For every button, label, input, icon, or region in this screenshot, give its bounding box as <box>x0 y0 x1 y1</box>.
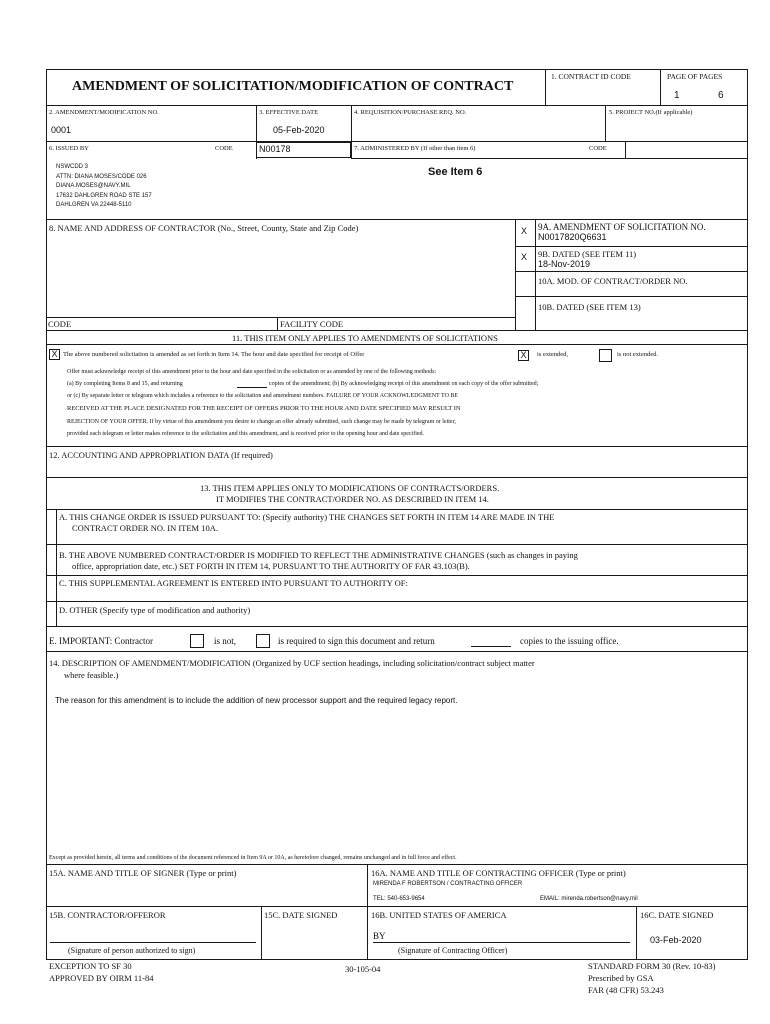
far-reference: FAR (48 CFR) 53.243 <box>588 985 664 995</box>
item9b-checkmark[interactable]: X <box>521 252 528 262</box>
contracting-officer-name: MIRENDA F ROBERTSON / CONTRACTING OFFICER <box>373 881 523 887</box>
item9a-value: N0017820Q6631 <box>538 232 607 242</box>
item13-heading: 13. THIS ITEM APPLIES ONLY TO MODIFICATIONS OF CONTRACTS/ORDERS. <box>200 483 500 493</box>
checkbox-mark: X <box>51 349 58 359</box>
approved-text: APPROVED BY OIRM 11-84 <box>49 973 154 983</box>
exception-text: EXCEPTION TO SF 30 <box>49 961 132 971</box>
contracting-officer-tel: TEL: 540-653-9654 <box>373 896 425 902</box>
item10b-label: 10B. DATED (SEE ITEM 13) <box>538 302 641 312</box>
item9a-label: 9A. AMENDMENT OF SOLICITATION NO. <box>538 222 706 232</box>
amendment-no-label: 2. AMENDMENT/MODIFICATION NO. <box>49 109 159 116</box>
signer-name-label: 15A. NAME AND TITLE OF SIGNER (Type or print) <box>49 868 237 878</box>
officer-signature-caption: (Signature of Contracting Officer) <box>398 946 508 955</box>
copies-count-blank[interactable] <box>471 646 511 647</box>
issuer-line: ATTN: DIANA MOSES/CODE 026 <box>56 173 147 180</box>
contract-id-code-label: 1. CONTRACT ID CODE <box>551 72 631 81</box>
item11-para-line: Offer must acknowledge receipt of this amendment prior to the hour and date specified in the solicitation or as amended by one of the following methods: <box>67 369 437 375</box>
item9b-label: 9B. DATED (SEE ITEM 11) <box>538 249 637 259</box>
contractor-date-signed-label: 15C. DATE SIGNED <box>264 910 338 920</box>
is-extended-label: is extended, <box>537 351 569 358</box>
is-not-extended-checkbox[interactable] <box>599 349 612 362</box>
description-body: The reason for this amendment is to include the addition of new processor support and the required legacy report. <box>55 696 458 705</box>
amendment-no-value: 0001 <box>51 125 72 135</box>
form-number: 30-105-04 <box>345 964 381 974</box>
checkbox-mark: X <box>520 350 527 360</box>
officer-date-signed-value: 03-Feb-2020 <box>650 935 702 945</box>
important-label: E. IMPORTANT: Contractor <box>49 636 154 646</box>
issuer-address <box>56 163 152 211</box>
description-label: 14. DESCRIPTION OF AMENDMENT/MODIFICATION (Organized by UCF section headings, including solicitation/contract subject matter <box>49 658 535 668</box>
issuer-line: DAHLGREN VA 22448-5110 <box>56 202 132 208</box>
issuer-line: 17632 DAHLGREN ROAD STE 157 <box>56 192 152 199</box>
issued-by-label: 6. ISSUED BY <box>49 145 89 152</box>
item13c-label: C. THIS SUPPLEMENTAL AGREEMENT IS ENTERED INTO PURSUANT TO AUTHORITY OF: <box>59 578 408 588</box>
contractor-signature-caption: (Signature of person authorized to sign) <box>68 946 196 955</box>
requisition-label: 4. REQUISITION/PURCHASE REQ. NO. <box>354 109 467 116</box>
item9b-value: 18-Nov-2019 <box>538 259 591 269</box>
item10a-label: 10A. MOD. OF CONTRACT/ORDER NO. <box>538 276 688 286</box>
officer-signature-line[interactable] <box>373 942 630 943</box>
total-pages: 6 <box>718 90 724 101</box>
by-label: BY <box>373 931 386 941</box>
item13b-line1: B. THE ABOVE NUMBERED CONTRACT/ORDER IS MODIFIED TO REFLECT THE ADMINISTRATIVE CHANGES (such as changes in paying <box>59 550 578 560</box>
effective-date-value: 05-Feb-2020 <box>273 125 325 135</box>
officer-date-signed-label: 16C. DATE SIGNED <box>640 910 714 920</box>
is-not-label: is not, <box>214 636 237 646</box>
description-label-cont: where feasible.) <box>64 670 119 680</box>
effective-date-label: 3. EFFECTIVE DATE <box>259 109 319 116</box>
solicitation-amended-checkbox[interactable] <box>49 349 60 360</box>
item11-heading: 11. THIS ITEM ONLY APPLIES TO AMENDMENTS OF SOLICITATIONS <box>232 333 498 343</box>
item11-para-line: (a) By completing Items 8 and 15, and returning <box>67 381 183 387</box>
prescribed-text: Prescribed by GSA <box>588 973 654 983</box>
item13d-label: D. OTHER (Specify type of modification and authority) <box>59 605 251 615</box>
terms-footnote: Except as provided herein, all terms and conditions of the document referenced in Item 9A or 10A, as heretofore changed, remains unchanged and in full force and effect. <box>49 855 457 861</box>
facility-code-label: FACILITY CODE <box>280 319 344 329</box>
contractor-not-required-checkbox[interactable] <box>190 634 204 648</box>
issuer-line: DIANA.MOSES@NAVY.MIL <box>56 183 131 189</box>
project-no-label: 5. PROJECT NO.(If applicable) <box>609 109 693 116</box>
contractor-offeror-label: 15B. CONTRACTOR/OFFEROR <box>49 910 166 920</box>
item11-para-line: copies of the amendment; (b) By acknowledging receipt of this amendment on each copy of the offer submitted; <box>269 381 539 387</box>
contractor-signature-line[interactable] <box>50 942 256 943</box>
page-number: 1 <box>674 90 680 101</box>
form-title: AMENDMENT OF SOLICITATION/MODIFICATION OF CONTRACT <box>72 79 514 94</box>
contracting-officer-label: 16A. NAME AND TITLE OF CONTRACTING OFFICER (Type or print) <box>371 868 626 878</box>
item11-line1: The above numbered solicitation is amended as set forth in Item 14. The hour and date specified for receipt of Offer <box>63 351 365 358</box>
standard-form-text: STANDARD FORM 30 (Rev. 10-83) <box>588 961 716 971</box>
contractor-required-checkbox[interactable] <box>256 634 270 648</box>
copies-label: copies to the issuing office. <box>520 636 619 646</box>
is-required-label: is required to sign this document and return <box>278 636 435 646</box>
issued-by-code-label: CODE <box>215 145 233 152</box>
contracting-officer-email: EMAIL: mirenda.robertson@navy.mil <box>540 896 638 902</box>
united-states-label: 16B. UNITED STATES OF AMERICA <box>371 910 507 920</box>
page-of-pages-label: PAGE OF PAGES <box>667 72 723 81</box>
is-not-extended-label: is not extended. <box>617 351 658 358</box>
issuer-line: NSWCDD 3 <box>56 164 89 170</box>
contractor-code-label: CODE <box>48 319 72 329</box>
item9a-checkmark[interactable]: X <box>521 226 528 236</box>
administered-by-label: 7. ADMINISTERED BY (If other than item 6) <box>354 145 476 152</box>
item11-para-line: REJECTION OF YOUR OFFER. If by virtue of this amendment you desire to change an offer already submitted, such change may be made by telegram or letter, <box>67 419 456 425</box>
issued-by-code-value: N00178 <box>259 144 291 154</box>
contractor-name-label: 8. NAME AND ADDRESS OF CONTRACTOR (No., Street, County, State and Zip Code) <box>49 223 359 233</box>
item11-para-line: provided each telegram or letter makes reference to the solicitation and this amendment, and is received prior to the opening hour and date specified. <box>67 431 425 437</box>
see-item-6: See Item 6 <box>428 166 483 178</box>
copies-blank <box>237 387 267 388</box>
accounting-data-label: 12. ACCOUNTING AND APPROPRIATION DATA (If required) <box>49 450 273 460</box>
is-extended-checkbox[interactable] <box>518 350 529 361</box>
administered-by-code-label: CODE <box>589 145 607 152</box>
item11-para-line: RECEIVED AT THE PLACE DESIGNATED FOR THE RECEIPT OF OFFERS PRIOR TO THE HOUR AND DATE SPECIFIED MAY RESULT IN <box>67 405 461 412</box>
item13a-line1: A. THIS CHANGE ORDER IS ISSUED PURSUANT TO: (Specify authority) THE CHANGES SET FORTH IN ITEM 14 ARE MADE IN THE <box>59 512 555 522</box>
item13b-line2: office, appropriation date, etc.) SET FORTH IN ITEM 14, PURSUANT TO THE AUTHORITY OF FAR 43.103(B). <box>72 561 470 571</box>
item13-subheading: IT MODIFIES THE CONTRACT/ORDER NO. AS DESCRIBED IN ITEM 14. <box>216 494 489 504</box>
item13a-line2: CONTRACT ORDER NO. IN ITEM 10A. <box>72 523 218 533</box>
item11-para-line: or (c) By separate letter or telegram which includes a reference to the solicitation and amendment numbers. FAILURE OF YOUR ACKNOWLEDGMENT TO BE <box>67 393 459 399</box>
